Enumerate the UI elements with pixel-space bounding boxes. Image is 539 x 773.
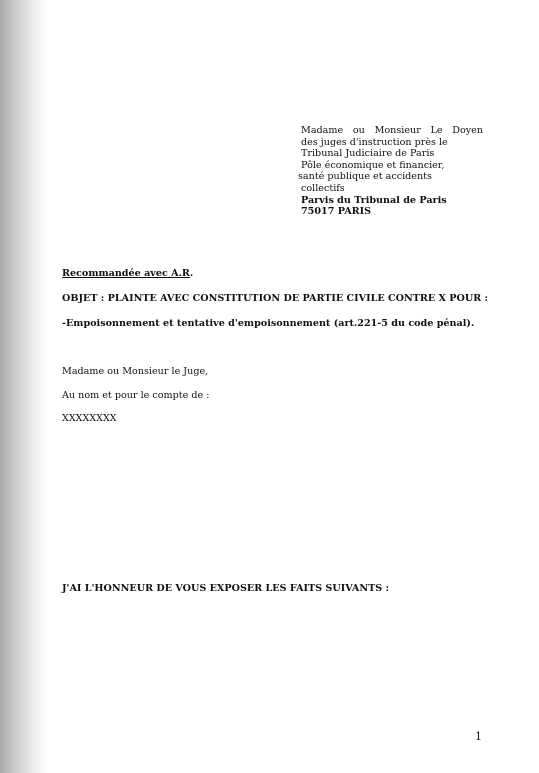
recommandee-dot: . [189,268,194,279]
au-nom-line: Au nom et pour le compte de : [62,390,210,401]
recipient-word: Monsieur [374,125,421,136]
recipient-city: 75017 PARIS [301,206,372,218]
recommandee-text: Recommandée avec A.R [62,268,190,279]
recipient-line-3: Tribunal Judiciaire de Paris [301,148,435,160]
recipient-word: Le [430,125,443,136]
faits-heading: J'AI L'HONNEUR DE VOUS EXPOSER LES FAITS SUIVANTS : [62,583,390,594]
recipient-line-5: santé publique et accidents [298,171,432,183]
recipient-address-block [298,125,483,218]
recipient-line-4: Pôle économique et financier, [301,159,445,171]
charge-line: -Empoisonnement et tentative d'empoisonnement (art.221-5 du code pénal). [62,318,475,329]
objet-heading: OBJET : PLAINTE AVEC CONSTITUTION DE PARTIE CIVILE CONTRE X POUR : [62,293,489,304]
recipient-street: Parvis du Tribunal de Paris [301,194,447,206]
client-placeholder: XXXXXXXX [62,413,117,424]
recipient-word: Madame [301,125,344,136]
recipient-line-6: collectifs [301,182,345,194]
recipient-word: Doyen [452,125,483,136]
page-edge-shadow [0,0,48,773]
recipient-line-1 [301,125,483,137]
page-number: 1 [475,730,482,743]
recommandee-line [62,268,193,280]
salutation: Madame ou Monsieur le Juge, [62,366,209,377]
recipient-word: ou [352,125,365,136]
recipient-line-2: des juges d'instruction près le [301,136,448,148]
